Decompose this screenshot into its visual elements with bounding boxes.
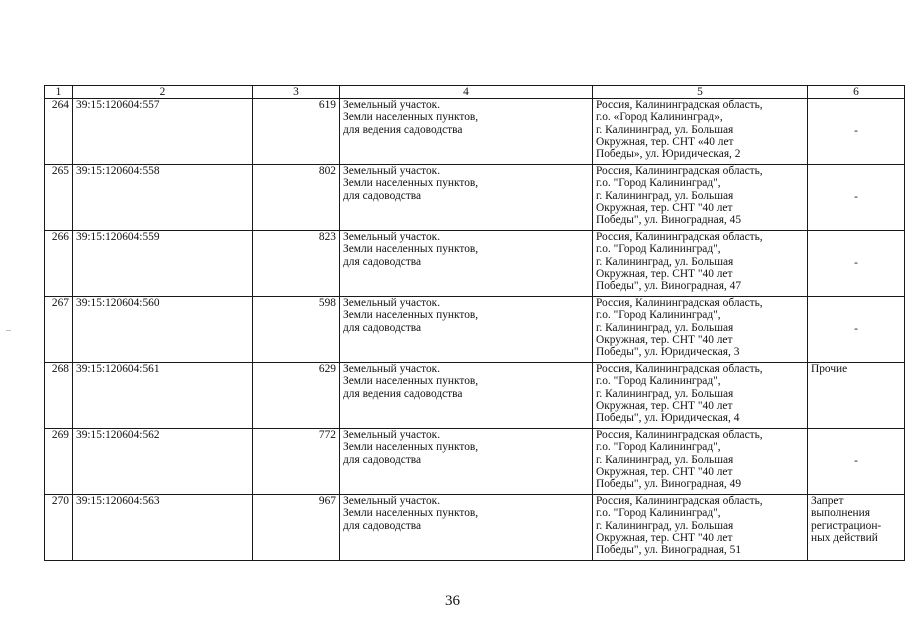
- table-row: [45, 297, 905, 363]
- area-cell: 772: [253, 429, 340, 495]
- address-cell: Россия, Калининградская область, г.о. "Город Калининград", г. Калининград, ул. Большая Окружная, тер. СНТ "40 лет Победы", ул. Виноградная, 51: [593, 495, 808, 561]
- cadastral-number-cell: 39:15:120604:557: [73, 99, 253, 165]
- row-number-cell: 268: [45, 363, 73, 429]
- area-cell: 629: [253, 363, 340, 429]
- note-cell: -: [808, 99, 905, 165]
- row-number-cell: 265: [45, 165, 73, 231]
- note-cell: Прочие: [808, 363, 905, 429]
- table-row: [45, 99, 905, 165]
- land-plots-table: [44, 85, 905, 561]
- column-header: 3: [253, 86, 340, 99]
- row-number-cell: 270: [45, 495, 73, 561]
- row-number-cell: 267: [45, 297, 73, 363]
- address-cell: Россия, Калининградская область, г.о. "Город Калининград", г. Калининград, ул. Большая Окружная, тер. СНТ "40 лет Победы", ул. Виноградная, 47: [593, 231, 808, 297]
- description-cell: Земельный участок. Земли населенных пунктов, для садоводства: [340, 429, 593, 495]
- column-header: 6: [808, 86, 905, 99]
- column-header: 4: [340, 86, 593, 99]
- area-cell: 802: [253, 165, 340, 231]
- table-row: [45, 429, 905, 495]
- note-cell: -: [808, 165, 905, 231]
- row-number-cell: 264: [45, 99, 73, 165]
- description-cell: Земельный участок. Земли населенных пунктов, для садоводства: [340, 495, 593, 561]
- address-cell: Россия, Калининградская область, г.о. «Город Калининград», г. Калининград, ул. Большая Окружная, тер. СНТ «40 лет Победы», ул. Юридическая, 2: [593, 99, 808, 165]
- table-body: [45, 99, 905, 561]
- description-cell: Земельный участок. Земли населенных пунктов, для садоводства: [340, 231, 593, 297]
- cadastral-number-cell: 39:15:120604:561: [73, 363, 253, 429]
- area-cell: 823: [253, 231, 340, 297]
- table-row: [45, 363, 905, 429]
- note-cell: -: [808, 297, 905, 363]
- address-cell: Россия, Калининградская область, г.о. "Город Калининград", г. Калининград, ул. Большая Окружная, тер. СНТ "40 лет Победы", ул. Виноградная, 49: [593, 429, 808, 495]
- description-cell: Земельный участок. Земли населенных пунктов, для садоводства: [340, 297, 593, 363]
- address-cell: Россия, Калининградская область, г.о. "Город Калининград", г. Калининград, ул. Большая Окружная, тер. СНТ "40 лет Победы", ул. Юридическая, 3: [593, 297, 808, 363]
- cadastral-number-cell: 39:15:120604:559: [73, 231, 253, 297]
- cadastral-number-cell: 39:15:120604:560: [73, 297, 253, 363]
- cadastral-number-cell: 39:15:120604:562: [73, 429, 253, 495]
- cadastral-number-cell: 39:15:120604:558: [73, 165, 253, 231]
- area-cell: 598: [253, 297, 340, 363]
- description-cell: Земельный участок. Земли населенных пунктов, для ведения садоводства: [340, 99, 593, 165]
- area-cell: 967: [253, 495, 340, 561]
- column-number-row: [45, 86, 905, 99]
- row-number-cell: 269: [45, 429, 73, 495]
- table-row: [45, 495, 905, 561]
- address-cell: Россия, Калининградская область, г.о. "Город Калининград", г. Калининград, ул. Большая Окружная, тер. СНТ "40 лет Победы", ул. Виноградная, 45: [593, 165, 808, 231]
- description-cell: Земельный участок. Земли населенных пунктов, для садоводства: [340, 165, 593, 231]
- scan-margin-mark: [6, 330, 11, 331]
- cadastral-number-cell: 39:15:120604:563: [73, 495, 253, 561]
- page-number: 36: [445, 593, 460, 609]
- table-header: [45, 86, 905, 99]
- table-row: [45, 231, 905, 297]
- note-cell: -: [808, 231, 905, 297]
- column-header: 2: [73, 86, 253, 99]
- description-cell: Земельный участок. Земли населенных пунктов, для ведения садоводства: [340, 363, 593, 429]
- table-row: [45, 165, 905, 231]
- note-cell: -: [808, 429, 905, 495]
- area-cell: 619: [253, 99, 340, 165]
- note-cell: Запрет выполнения регистрацион- ных действий: [808, 495, 905, 561]
- row-number-cell: 266: [45, 231, 73, 297]
- column-header: 1: [45, 86, 73, 99]
- column-header: 5: [593, 86, 808, 99]
- address-cell: Россия, Калининградская область, г.о. "Город Калининград", г. Калининград, ул. Большая Окружная, тер. СНТ "40 лет Победы", ул. Юридическая, 4: [593, 363, 808, 429]
